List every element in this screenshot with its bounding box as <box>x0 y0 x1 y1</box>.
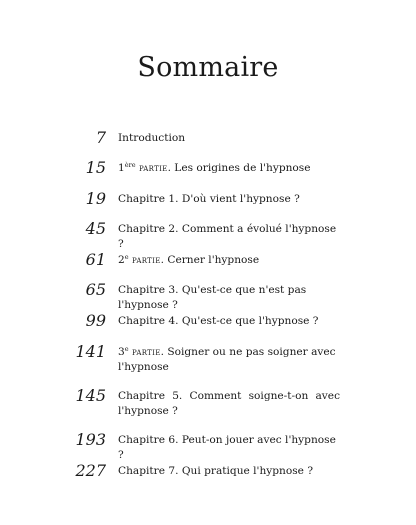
toc-entry-title: Chapitre 6. Peut-on jouer avec l'hypnose ? <box>118 434 336 461</box>
toc-entry-title: Chapitre 1. D'où vient l'hypnose ? <box>118 193 300 205</box>
toc-entry-title: Chapitre 3. Qu'est-ce que n'est pas l'hypnose ? <box>118 284 307 311</box>
toc-entry-title <box>118 161 340 176</box>
toc-entry-title: Chapitre 4. Qu'est-ce que l'hypnose ? <box>118 315 319 327</box>
part-title: . Les origines de l'hypnose <box>167 162 311 174</box>
toc-entry-title <box>118 253 340 268</box>
part-number: 1 <box>118 162 125 174</box>
toc-page-number: 15 <box>85 158 106 177</box>
toc-page-number: 45 <box>85 219 106 238</box>
toc-page-number: 227 <box>75 461 106 480</box>
page-title: Sommaire <box>137 52 279 83</box>
toc-page-number: 19 <box>85 189 106 208</box>
toc-entry-title: Introduction <box>118 132 186 144</box>
toc-page-number: 145 <box>75 386 106 405</box>
part-ordinal: ère <box>124 161 136 169</box>
part-ordinal: e <box>124 253 129 261</box>
toc-entry-title: Chapitre 5. Comment soigne-t-on avec l'hypnose ? <box>118 390 340 417</box>
part-label: partie <box>131 346 161 358</box>
toc-page-number: 61 <box>85 250 106 269</box>
toc-page-number: 193 <box>75 430 106 449</box>
part-number: 3 <box>118 346 125 358</box>
part-label: partie <box>131 254 161 266</box>
part-number: 2 <box>118 254 125 266</box>
toc-page-number: 7 <box>95 128 106 147</box>
toc-page-number: 141 <box>75 342 106 361</box>
part-label: partie <box>138 162 168 174</box>
part-ordinal: e <box>124 345 129 353</box>
part-title: . Soigner ou ne pas soigner avec l'hypnose <box>118 346 336 373</box>
toc-entry-title: Chapitre 7. Qui pratique l'hypnose ? <box>118 465 314 477</box>
toc-page-number: 99 <box>85 311 106 330</box>
part-title: . Cerner l'hypnose <box>160 254 260 266</box>
toc-entry-title: Chapitre 2. Comment a évolué l'hypnose ? <box>118 223 337 250</box>
toc-page-number: 65 <box>85 280 106 299</box>
toc-entry-title <box>118 345 340 375</box>
